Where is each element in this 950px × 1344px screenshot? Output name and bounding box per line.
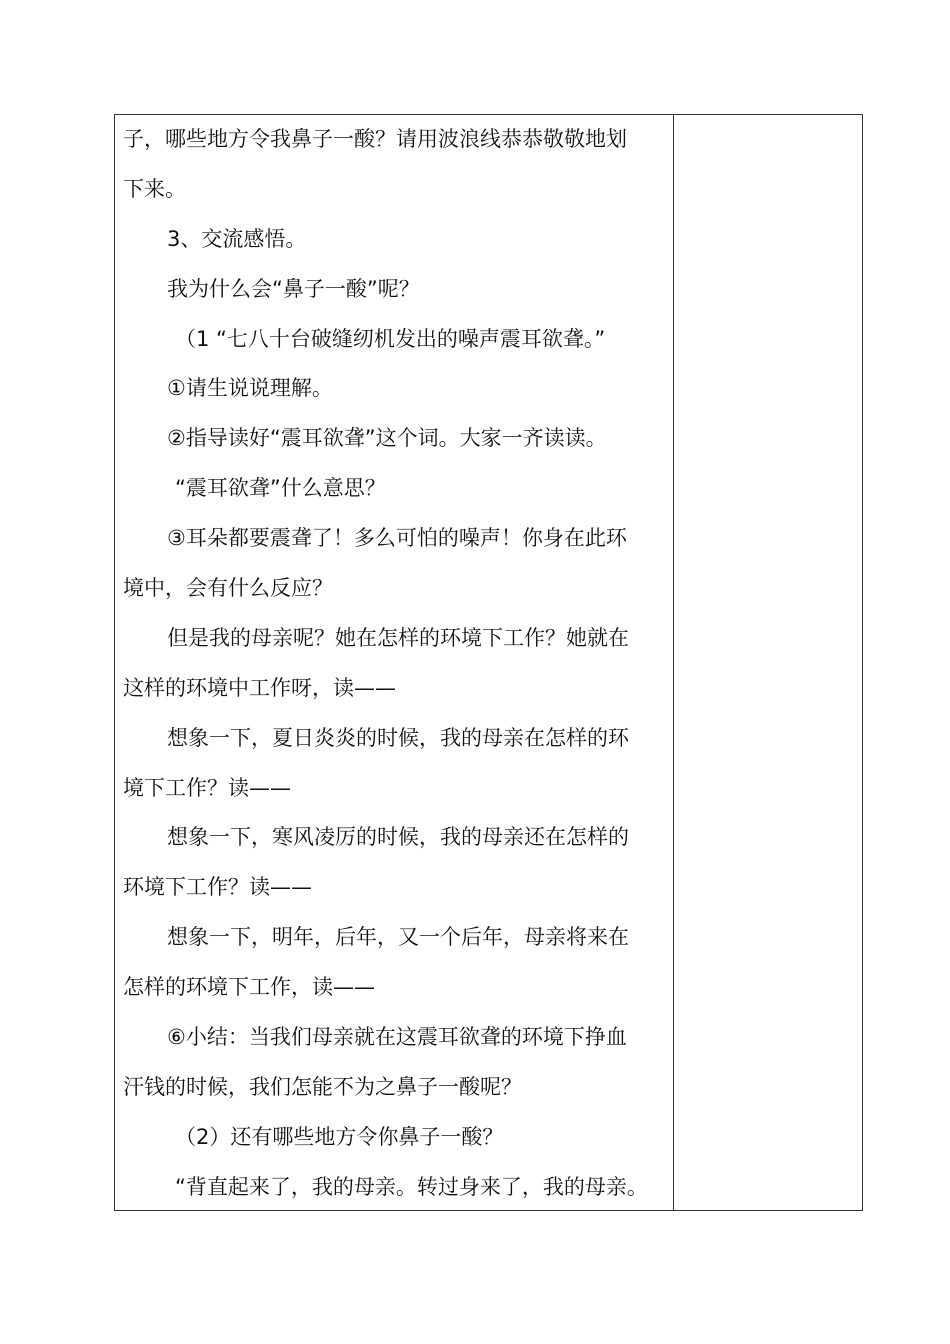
- text-line: 汗钱的时候，我们怎能不为之鼻子一酸呢？: [123, 1074, 522, 1099]
- notes-cell: [674, 115, 862, 1210]
- text-line: ①请生说说理解。: [167, 376, 333, 401]
- text-line: ②指导读好“震耳欲聋”这个词。大家一齐读读。: [167, 426, 607, 451]
- text-line: 想象一下，夏日炎炎的时候，我的母亲在怎样的环: [167, 725, 629, 750]
- text-line: 3、交流感悟。: [167, 226, 307, 251]
- text-line: ③耳朵都要震聋了！多么可怕的噪声！你身在此环: [167, 526, 627, 551]
- text-line: 怎样的环境下工作，读——: [123, 975, 375, 1000]
- text-line: （2）还有哪些地方令你鼻子一酸？: [175, 1124, 504, 1149]
- text-line: 境下工作？读——: [123, 775, 291, 800]
- lesson-table: [114, 114, 863, 1211]
- text-line: 子，哪些地方令我鼻子一酸？请用波浪线恭恭敬敬地划: [123, 127, 627, 151]
- text-line: “背直起来了，我的母亲。转过身来了，我的母亲。: [175, 1174, 648, 1199]
- text-line: 我为什么会“鼻子一酸”呢？: [167, 276, 420, 301]
- text-line: 想象一下，明年，后年，又一个后年，母亲将来在: [167, 925, 629, 950]
- text-line: ⑥小结：当我们母亲就在这震耳欲聋的环境下挣血: [167, 1025, 627, 1050]
- text-line: （1 “七八十台破缝纫机发出的噪声震耳欲聋。”: [175, 326, 606, 351]
- text-line: “震耳欲聋”什么意思？: [175, 476, 386, 501]
- text-line: 但是我的母亲呢？她在怎样的环境下工作？她就在: [167, 625, 629, 650]
- lesson-content-cell: [123, 115, 669, 1213]
- text-line: 下来。: [123, 176, 186, 201]
- text-line: 想象一下，寒风凌厉的时候，我的母亲还在怎样的: [167, 825, 629, 850]
- text-line: 这样的环境中工作呀，读——: [123, 675, 396, 700]
- text-line: 环境下工作？读——: [123, 875, 312, 900]
- text-line: 境中，会有什么反应？: [123, 576, 333, 601]
